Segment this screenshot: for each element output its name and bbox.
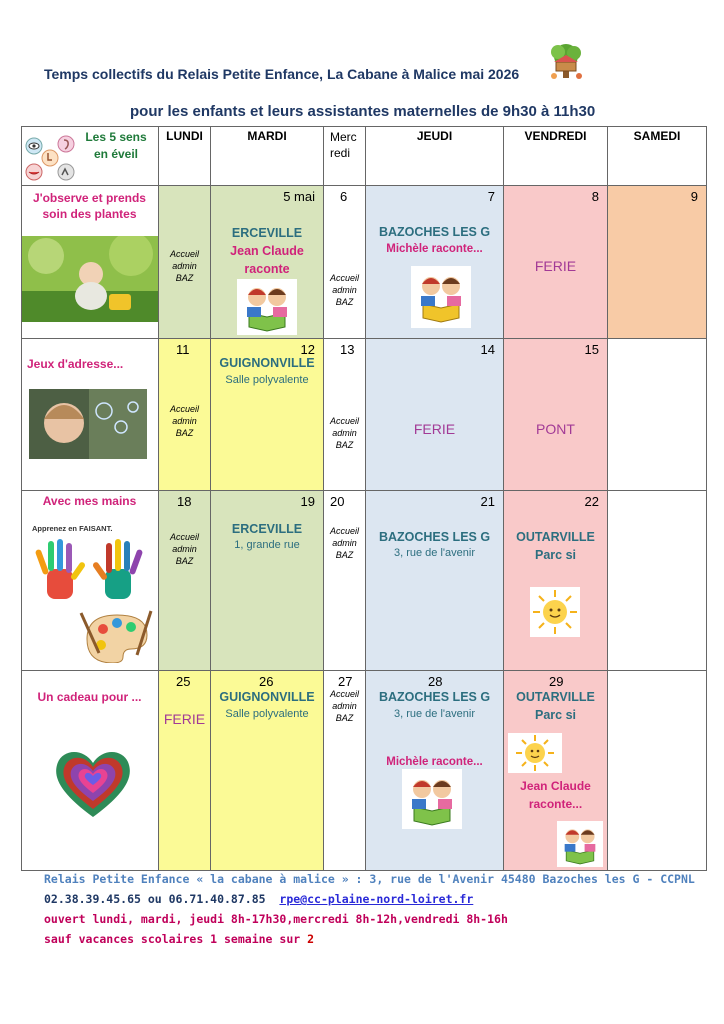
column-mardi: MARDI [211, 126, 324, 186]
cell-mardi-12 [211, 339, 324, 491]
accueil-admin: Accueil admin BAZ [329, 526, 359, 560]
column-mercredi-line2: redi [330, 146, 351, 160]
accueil-admin: Accueil admin BAZ [329, 689, 359, 723]
column-samedi: SAMEDI [608, 126, 707, 186]
page-title: Temps collectifs du Relais Petite Enfance, La Cabane à Malice mai 2026 [44, 66, 520, 82]
ferie-label: FERIE [534, 258, 577, 274]
cell-jeudi-14 [366, 339, 504, 491]
heart-icon [53, 743, 133, 823]
cell-samedi-16 [608, 339, 707, 491]
ferie-label: FERIE [163, 711, 206, 727]
footer-phones: 02.38.39.45.65 ou 06.71.40.87.85 [44, 892, 266, 906]
event-label: Jean Claude raconte [230, 244, 304, 276]
cell-mardi-5 [211, 186, 324, 339]
theme-cell-2 [21, 339, 159, 491]
town-label: ERCEVILLE [231, 522, 303, 536]
cell-jeudi-7 [366, 186, 504, 339]
column-mercredi [324, 126, 366, 186]
date-label: 22 [584, 494, 599, 509]
accueil-admin: Accueil admin BAZ [329, 416, 359, 450]
cell-mardi-19 [211, 491, 324, 671]
event-label: Michèle raconte... [386, 243, 483, 255]
date-label: 25 [176, 674, 191, 689]
accueil-admin: Accueil admin BAZ [169, 532, 199, 566]
sun-icon [508, 733, 562, 773]
footer-address: Relais Petite Enfance « la cabane à malice » : 3, rue de l'Avenir 45480 Bazoches les G - CCPNL [44, 872, 695, 886]
date-label: 9 [690, 189, 698, 204]
pont-label: PONT [536, 421, 575, 437]
theme-label: J'observe et prends soin des plantes [33, 191, 146, 221]
cell-mercredi-6 [324, 186, 366, 339]
storybook-kids-icon [237, 279, 297, 335]
child-plants-photo [21, 236, 158, 322]
cell-vendredi-22 [504, 491, 608, 671]
theme-cell-1 [21, 186, 159, 339]
date-label: 12 [300, 342, 315, 357]
date-label: 15 [584, 342, 599, 357]
place-label: 1, grande rue [234, 539, 300, 551]
theme-label: Un cadeau pour ... [37, 690, 142, 704]
theme-header-cell [21, 126, 159, 186]
date-label: 7 [487, 189, 495, 204]
palette-icon [79, 609, 155, 663]
painted-hands-icon [25, 535, 153, 601]
place-label: 3, rue de l'avenir [394, 547, 475, 559]
place-label: Salle polyvalente [225, 374, 309, 386]
theme-label: Avec mes mains [42, 494, 137, 508]
senses-icon [24, 134, 78, 184]
footer-email-link[interactable]: rpe@cc-plaine-nord-loiret.fr [279, 892, 474, 906]
theme-header: Les 5 sens en éveil [85, 130, 147, 161]
town-label: BAZOCHES LES G [378, 690, 491, 704]
date-label: 11 [176, 342, 190, 357]
storybook-kids-icon [556, 821, 604, 867]
storybook-kids-icon [411, 266, 471, 328]
place-label: 3, rue de l'avenir [394, 708, 475, 720]
cell-vendredi-15 [504, 339, 608, 491]
theme-label: Jeux d'adresse... [27, 357, 124, 371]
town-label: OUTARVILLE [516, 690, 595, 704]
cell-vendredi-29 [504, 671, 608, 871]
cell-lundi-25 [159, 671, 211, 871]
sun-icon [530, 587, 580, 637]
date-label: 20 [330, 494, 345, 509]
date-label: 5 mai [283, 189, 315, 204]
event-label: Michèle raconte... [386, 756, 483, 768]
column-mercredi-line1: Merc [330, 130, 357, 144]
date-label: 6 [340, 189, 348, 204]
date-label: 14 [480, 342, 495, 357]
place-label: Parc si [534, 548, 576, 562]
footer-contact [44, 892, 473, 906]
cell-mercredi-13 [324, 339, 366, 491]
cell-lundi-4 [159, 186, 211, 339]
footer-holidays: sauf vacances scolaires 1 semaine sur 2 [44, 932, 315, 946]
date-label: 28 [428, 674, 443, 689]
cell-mardi-26 [211, 671, 324, 871]
date-label: 27 [338, 674, 353, 689]
column-jeudi: JEUDI [366, 126, 504, 186]
image-caption: Apprenez en FAISANT. [32, 524, 113, 533]
date-label: 21 [480, 494, 495, 509]
date-label: 29 [549, 674, 564, 689]
child-bubbles-photo [29, 389, 147, 459]
theme-cell-4 [21, 671, 159, 871]
place-label: Parc si [534, 708, 576, 722]
date-label: 19 [300, 494, 315, 509]
date-label: 26 [259, 674, 274, 689]
cell-samedi-23 [608, 491, 707, 671]
accueil-admin: Accueil admin BAZ [329, 273, 359, 307]
page-subtitle: pour les enfants et leurs assistantes maternelles de 9h30 à 11h30 [130, 103, 596, 120]
cell-samedi-30 [608, 671, 707, 871]
footer-holidays-num: 2 [307, 932, 315, 946]
cell-mercredi-20 [324, 491, 366, 671]
date-label: 18 [177, 494, 192, 509]
town-label: BAZOCHES LES G [378, 225, 491, 239]
date-label: 8 [591, 189, 599, 204]
cell-lundi-18 [159, 491, 211, 671]
town-label: GUIGNONVILLE [219, 690, 315, 704]
accueil-admin: Accueil admin BAZ [169, 249, 199, 283]
tree-house-icon [546, 42, 586, 82]
theme-cell-3 [21, 491, 159, 671]
cell-jeudi-28 [366, 671, 504, 871]
town-label: GUIGNONVILLE [219, 356, 315, 370]
cell-jeudi-21 [366, 491, 504, 671]
cell-samedi-9 [608, 186, 707, 339]
column-lundi: LUNDI [159, 126, 211, 186]
accueil-admin: Accueil admin BAZ [169, 404, 199, 438]
town-label: OUTARVILLE [516, 530, 595, 544]
storybook-kids-icon [402, 769, 462, 829]
cell-vendredi-8 [504, 186, 608, 339]
footer-hours: ouvert lundi, mardi, jeudi 8h-17h30,mercredi 8h-12h,vendredi 8h-16h [44, 912, 508, 926]
column-vendredi: VENDREDI [504, 126, 608, 186]
date-label: 13 [340, 342, 355, 357]
cell-lundi-11 [159, 339, 211, 491]
event-label: Jean Claude raconte... [520, 779, 591, 811]
place-label: Salle polyvalente [225, 708, 309, 720]
cell-mercredi-27 [324, 671, 366, 871]
ferie-label: FERIE [413, 421, 456, 437]
town-label: BAZOCHES LES G [378, 530, 491, 544]
town-label: ERCEVILLE [231, 226, 303, 240]
